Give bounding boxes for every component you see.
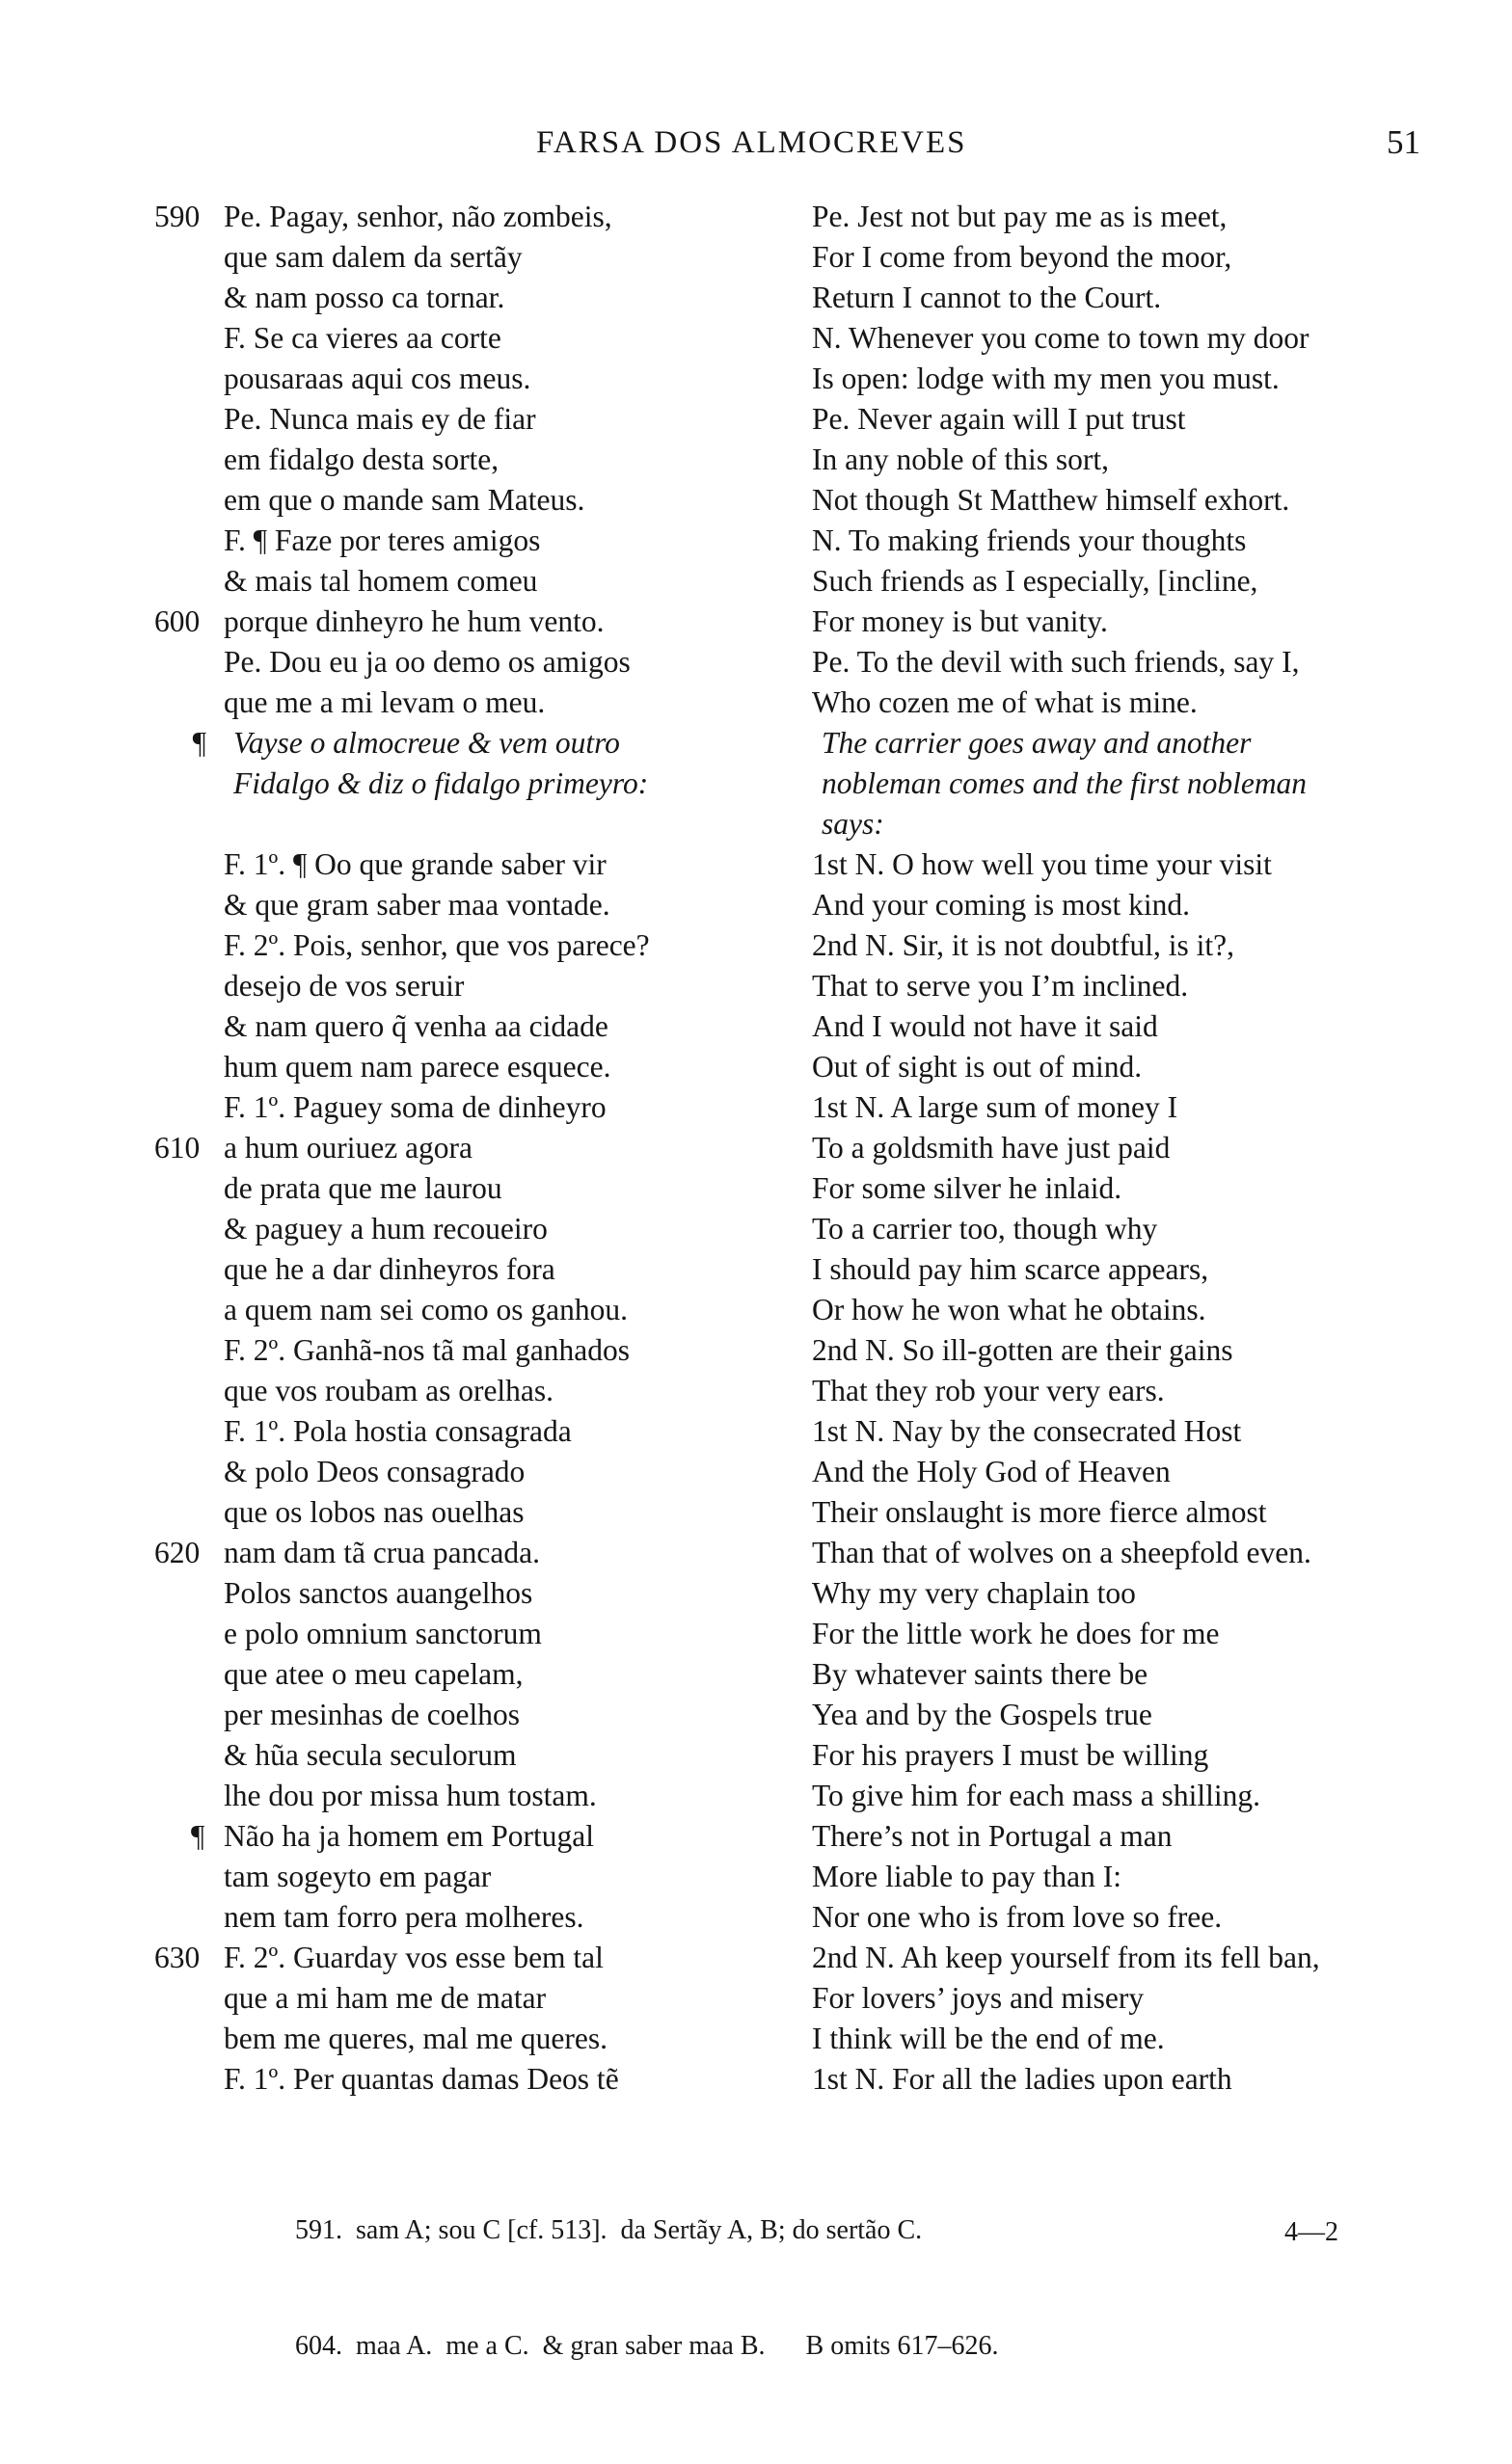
verse-line xyxy=(812,763,1429,804)
verse-text: That to serve you I’m inclined. xyxy=(812,969,1189,1003)
verse-line xyxy=(224,683,783,723)
verse-line xyxy=(812,1047,1429,1087)
verse-text: 2nd N. So ill-gotten are their gains xyxy=(812,1333,1233,1367)
verse-line xyxy=(812,1290,1429,1330)
verse-line xyxy=(224,763,783,804)
verse-text: F. 1º. Paguey soma de dinheyro xyxy=(224,1090,607,1124)
verse-line xyxy=(224,1492,783,1533)
verse-text: 1st N. O how well you time your visit xyxy=(812,847,1272,881)
verse-line xyxy=(224,2059,783,2100)
verse-text: e polo omnium sanctorum xyxy=(224,1617,542,1650)
verse-line xyxy=(154,602,783,642)
verse-line xyxy=(812,318,1429,359)
verse-text: bem me queres, mal me queres. xyxy=(224,2022,608,2055)
verse-line xyxy=(812,1168,1429,1209)
line-number: 610 xyxy=(154,1131,201,1165)
verse-line xyxy=(812,2059,1429,2100)
verse-text: Pe. Never again will I put trust xyxy=(812,402,1186,436)
verse-text: nobleman comes and the first nobleman xyxy=(822,766,1308,800)
verse-line xyxy=(812,237,1429,278)
verse-text: pousaraas aqui cos meus. xyxy=(224,362,531,395)
verse-line xyxy=(224,925,783,966)
verse-text: Return I cannot to the Court. xyxy=(812,281,1162,314)
verse-text: The carrier goes away and another xyxy=(822,726,1252,760)
footnote: 591. sam A; sou C [cf. 513]. da Sertãy A, B; do sertão C. xyxy=(295,2215,923,2245)
verse-line xyxy=(812,521,1429,561)
verse-line xyxy=(812,1614,1429,1654)
verse-line xyxy=(224,480,783,521)
verse-line xyxy=(224,1411,783,1452)
verse-text: per mesinhas de coelhos xyxy=(224,1698,521,1731)
verse-text: que a mi ham me de matar xyxy=(224,1981,547,2015)
verse-line xyxy=(154,1128,783,1168)
verse-line xyxy=(812,197,1429,237)
verse-line xyxy=(812,1371,1429,1411)
footnotes xyxy=(295,2134,998,2443)
verse-text: porque dinheyro he hum vento. xyxy=(224,604,605,638)
verse-line xyxy=(224,1006,783,1047)
verse-text: For the little work he does for me xyxy=(812,1617,1220,1650)
verse-line xyxy=(812,804,1429,844)
verse-line xyxy=(812,966,1429,1006)
verse-text: desejo de vos seruir xyxy=(224,969,465,1003)
verse-line xyxy=(812,1411,1429,1452)
verse-line xyxy=(224,561,783,602)
verse-line xyxy=(812,278,1429,318)
verse-text: em fidalgo desta sorte, xyxy=(224,442,500,476)
verse-line xyxy=(154,1533,783,1573)
verse-line xyxy=(812,1938,1429,1978)
verse-line xyxy=(224,1371,783,1411)
verse-text: Polos sanctos auangelhos xyxy=(224,1576,533,1610)
verse-line xyxy=(224,278,783,318)
verse-text: nem tam forro pera molheres. xyxy=(224,1900,584,1934)
verse-line xyxy=(191,1816,783,1857)
verse-text: 1st N. A large sum of money I xyxy=(812,1090,1178,1124)
verse-text: F. 2º. Pois, senhor, que vos parece? xyxy=(224,928,650,962)
verse-text: & nam quero q̃ venha aa cidade xyxy=(224,1009,608,1043)
verse-text: Vayse o almocreue & vem outro xyxy=(233,726,620,760)
verse-text: Such friends as I especially, [incline, xyxy=(812,564,1258,598)
verse-text: & paguey a hum recoueiro xyxy=(224,1212,548,1245)
verse-line xyxy=(812,723,1429,763)
verse-line xyxy=(812,642,1429,683)
verse-text: F. 1º. Pola hostia consagrada xyxy=(224,1414,572,1448)
line-number: 600 xyxy=(154,604,201,638)
verse-line xyxy=(224,440,783,480)
verse-line xyxy=(224,1047,783,1087)
verse-line xyxy=(812,399,1429,440)
verse-text: que atee o meu capelam, xyxy=(224,1657,524,1691)
verse-line xyxy=(224,1897,783,1938)
verse-line xyxy=(191,723,783,763)
verse-line xyxy=(224,1654,783,1695)
verse-text: I should pay him scarce appears, xyxy=(812,1252,1209,1286)
verse-line xyxy=(224,1735,783,1776)
verse-text: I think will be the end of me. xyxy=(812,2022,1165,2055)
verse-line xyxy=(224,1249,783,1290)
verse-text: And I would not have it said xyxy=(812,1009,1158,1043)
verse-text: Fidalgo & diz o fidalgo primeyro: xyxy=(233,766,649,800)
verse-text: Yea and by the Gospels true xyxy=(812,1698,1152,1731)
footnote: 604. maa A. me a C. & gran saber maa B. B omits 617–626. xyxy=(295,2331,999,2361)
verse-line xyxy=(812,1857,1429,1897)
verse-text: 1st N. For all the ladies upon earth xyxy=(812,2062,1232,2096)
verse-text: And the Holy God of Heaven xyxy=(812,1455,1171,1488)
english-translation-column xyxy=(812,197,1429,2100)
page-number: 51 xyxy=(1387,123,1420,161)
verse-line xyxy=(812,1128,1429,1168)
verse-text: says: xyxy=(822,807,884,841)
verse-text: 2nd N. Ah keep yourself from its fell ban, xyxy=(812,1941,1320,1974)
verse-text: Out of sight is out of mind. xyxy=(812,1050,1143,1084)
verse-line xyxy=(224,1087,783,1128)
verse-line xyxy=(812,844,1429,885)
verse-text: Not though St Matthew himself exhort. xyxy=(812,483,1290,517)
verse-line xyxy=(812,1006,1429,1047)
verse-line xyxy=(224,1695,783,1735)
portuguese-text-column xyxy=(154,197,783,2100)
verse-text: hum quem nam parece esquece. xyxy=(224,1050,611,1084)
verse-line xyxy=(812,683,1429,723)
verse-text: Who cozen me of what is mine. xyxy=(812,685,1198,719)
verse-text: que sam dalem da sertãy xyxy=(224,240,523,274)
verse-line xyxy=(224,521,783,561)
verse-line xyxy=(224,1573,783,1614)
verse-line xyxy=(224,1452,783,1492)
verse-text: lhe dou por missa hum tostam. xyxy=(224,1779,597,1812)
signature-mark: 4—2 xyxy=(1284,2217,1338,2247)
verse-text: F. 2º. Guarday vos esse bem tal xyxy=(224,1941,604,1974)
verse-text: To a carrier too, though why xyxy=(812,1212,1158,1245)
verse-line xyxy=(224,1978,783,2019)
verse-line xyxy=(224,642,783,683)
pilcrow-mark: ¶ xyxy=(191,1819,205,1853)
verse-text: & polo Deos consagrado xyxy=(224,1455,526,1488)
verse-text: F. ¶ Faze por teres amigos xyxy=(224,523,541,557)
verse-text: Pe. To the devil with such friends, say I, xyxy=(812,645,1300,679)
verse-text: For some silver he inlaid. xyxy=(812,1171,1122,1205)
verse-text: For his prayers I must be willing xyxy=(812,1738,1209,1772)
verse-text: em que o mande sam Mateus. xyxy=(224,483,585,517)
verse-line xyxy=(812,1492,1429,1533)
verse-line xyxy=(812,1330,1429,1371)
verse-text: de prata que me laurou xyxy=(224,1171,502,1205)
verse-line xyxy=(812,1776,1429,1816)
verse-text: F. 2º. Ganhã-nos tã mal ganhados xyxy=(224,1333,631,1367)
verse-line xyxy=(812,2019,1429,2059)
verse-line xyxy=(812,885,1429,925)
verse-text: Não ha ja homem em Portugal xyxy=(224,1819,595,1853)
verse-text: To give him for each mass a shilling. xyxy=(812,1779,1260,1812)
pilcrow-mark: ¶ xyxy=(191,726,207,760)
verse-text: There’s not in Portugal a man xyxy=(812,1819,1173,1853)
verse-line xyxy=(224,318,783,359)
verse-text: 1st N. Nay by the consecrated Host xyxy=(812,1414,1242,1448)
verse-line xyxy=(812,480,1429,521)
verse-text: Or how he won what he obtains. xyxy=(812,1293,1206,1326)
verse-line xyxy=(812,1249,1429,1290)
verse-text: Nor one who is from love so free. xyxy=(812,1900,1223,1934)
verse-line xyxy=(224,1209,783,1249)
verse-text: By whatever saints there be xyxy=(812,1657,1148,1691)
verse-text: That they rob your very ears. xyxy=(812,1374,1165,1407)
verse-text: Their onslaught is more fierce almost xyxy=(812,1495,1267,1529)
verse-line xyxy=(224,844,783,885)
verse-text: Why my very chaplain too xyxy=(812,1576,1136,1610)
verse-text: To a goldsmith have just paid xyxy=(812,1131,1171,1165)
verse-text: N. To making friends your thoughts xyxy=(812,523,1247,557)
verse-line xyxy=(812,1087,1429,1128)
verse-text: 2nd N. Sir, it is not doubtful, is it?, xyxy=(812,928,1235,962)
verse-line xyxy=(224,966,783,1006)
verse-line xyxy=(812,1533,1429,1573)
verse-line xyxy=(224,399,783,440)
verse-line xyxy=(812,1897,1429,1938)
verse-line xyxy=(224,1168,783,1209)
verse-line xyxy=(812,1654,1429,1695)
verse-text: Pe. Nunca mais ey de fiar xyxy=(224,402,536,436)
verse-text: F. 1º. Per quantas damas Deos tẽ xyxy=(224,2062,619,2096)
verse-text: In any noble of this sort, xyxy=(812,442,1109,476)
verse-line xyxy=(224,885,783,925)
verse-line xyxy=(224,1330,783,1371)
running-title: FARSA DOS ALMOCREVES xyxy=(536,125,967,160)
verse-line xyxy=(812,1735,1429,1776)
verse-line xyxy=(154,1938,783,1978)
verse-text: que vos roubam as orelhas. xyxy=(224,1374,554,1407)
verse-text: a hum ouriuez agora xyxy=(224,1131,473,1165)
verse-line xyxy=(224,1776,783,1816)
verse-line xyxy=(812,440,1429,480)
verse-line xyxy=(812,1452,1429,1492)
verse-line xyxy=(224,2019,783,2059)
verse-text: Pe. Dou eu ja oo demo os amigos xyxy=(224,645,631,679)
verse-text: & mais tal homem comeu xyxy=(224,564,538,598)
verse-text: Pe. Jest not but pay me as is meet, xyxy=(812,200,1228,233)
verse-line xyxy=(812,359,1429,399)
verse-line xyxy=(812,1978,1429,2019)
verse-line xyxy=(224,1614,783,1654)
verse-line xyxy=(812,1695,1429,1735)
verse-text: nam dam tã crua pancada. xyxy=(224,1536,540,1569)
verse-line xyxy=(224,359,783,399)
verse-text: que me a mi levam o meu. xyxy=(224,685,546,719)
verse-line xyxy=(812,602,1429,642)
verse-text: a quem nam sei como os ganhou. xyxy=(224,1293,629,1326)
verse-text: F. 1º. ¶ Oo que grande saber vir xyxy=(224,847,607,881)
verse-text: & nam posso ca tornar. xyxy=(224,281,505,314)
verse-text: N. Whenever you come to town my door xyxy=(812,321,1310,355)
page-header xyxy=(0,121,1512,164)
verse-line xyxy=(812,1573,1429,1614)
verse-text: & que gram saber maa vontade. xyxy=(224,888,610,922)
verse-line xyxy=(812,561,1429,602)
line-number: 630 xyxy=(154,1941,201,1974)
verse-text: que he a dar dinheyros fora xyxy=(224,1252,555,1286)
verse-text: For money is but vanity. xyxy=(812,604,1108,638)
verse-line xyxy=(154,197,783,237)
verse-text: Than that of wolves on a sheepfold even. xyxy=(812,1536,1311,1569)
verse-text: & hũa secula seculorum xyxy=(224,1738,517,1772)
verse-text: More liable to pay than I: xyxy=(812,1860,1122,1893)
verse-text: Is open: lodge with my men you must. xyxy=(812,362,1280,395)
verse-line xyxy=(812,1816,1429,1857)
line-number: 620 xyxy=(154,1536,201,1569)
verse-text: And your coming is most kind. xyxy=(812,888,1190,922)
verse-text: For lovers’ joys and misery xyxy=(812,1981,1145,2015)
verse-line xyxy=(224,1857,783,1897)
verse-text: que os lobos nas ouelhas xyxy=(224,1495,525,1529)
verse-line xyxy=(812,925,1429,966)
verse-text: Pe. Pagay, senhor, não zombeis, xyxy=(224,200,612,233)
line-number: 590 xyxy=(154,200,201,233)
verse-text: F. Se ca vieres aa corte xyxy=(224,321,501,355)
verse-text: For I come from beyond the moor, xyxy=(812,240,1232,274)
verse-line xyxy=(812,1209,1429,1249)
verse-line xyxy=(224,1290,783,1330)
verse-text: tam sogeyto em pagar xyxy=(224,1860,492,1893)
verse-line xyxy=(224,237,783,278)
verse-line xyxy=(224,804,783,844)
